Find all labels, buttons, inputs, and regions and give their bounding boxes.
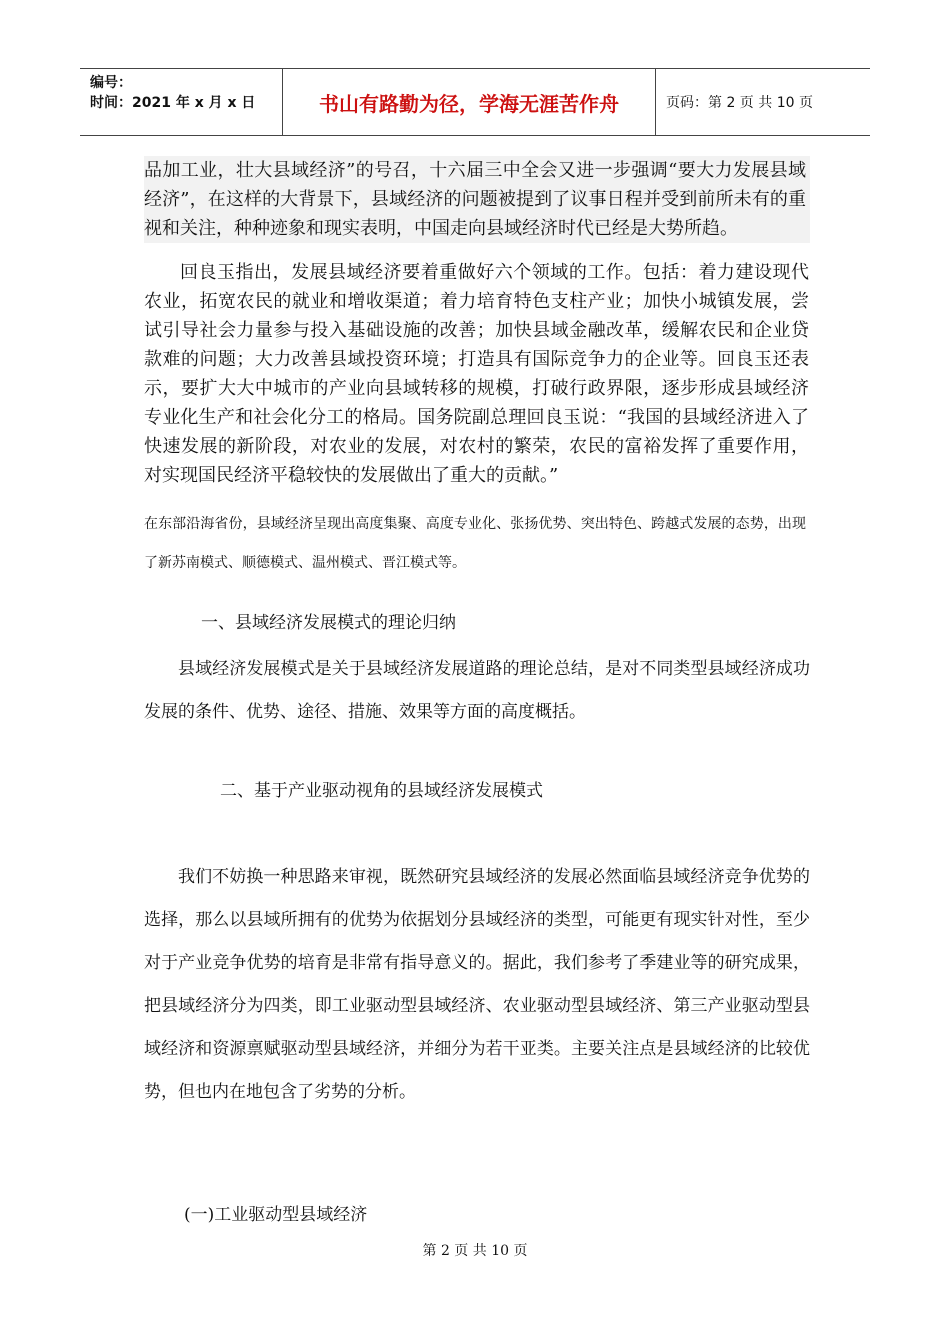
date-label: 时间：2021 年 x 月 x 日 [90,95,256,111]
header-motto: 书山有路勤为径，学海无涯苦作舟 [283,69,656,135]
subsection-heading-1: (一)工业驱动型县域经济 [184,1205,368,1225]
section-heading-2: 二、基于产业驱动视角的县域经济发展模式 [220,781,543,801]
section-heading-1: 一、县域经济发展模式的理论归纳 [201,613,456,633]
paragraph-5: 我们不妨换一种思路来审视，既然研究县域经济的发展必然面临县域经济竞争优势的选择，那么以县域所拥有的优势为依据划分县域经济的类型，可能更有现实针对性，至少对于产业竞争优势的培育是非常有指导意义的。据此，我们参考了季建业等的研究成果，把县域经济分为四类，即工业驱动型县域经济、农业驱动型县域经济、第三产业驱动型县域经济和资源禀赋驱动型县域经济，并细分为若干亚类。主要关注点是县域经济的比较优势，但也内在地包含了劣势的分析。 [144,867,810,1102]
paragraph-2: 回良玉指出，发展县域经济要着重做好六个领域的工作。包括：着力建设现代农业，拓宽农民的就业和增收渠道；着力培育特色支柱产业；加快小城镇发展，尝试引导社会力量参与投入基础设施的改善；加快县域金融改革，缓解农民和企业贷款难的问题；大力改善县域投资环境；打造具有国际竞争力的企业等。回良玉还表示，要扩大大中城市的产业向县域转移的规模，打破行政界限，逐步形成县域经济专业化生产和社会化分工的格局。国务院副总理回良玉说：“我国的县域经济进入了快速发展的新阶段，对农业的发展，对农村的繁荣，农民的富裕发挥了重要作用，对实现国民经济平稳较快的发展做出了重大的贡献。” [144,262,809,486]
paragraph-3: 在东部沿海省份，县域经济呈现出高度集聚、高度专业化、张扬优势、突出特色、跨越式发展的态势，出现了新苏南模式、顺德模式、温州模式、晋江模式等。 [144,516,806,571]
header-page-info: 页码：第 2 页 共 10 页 [666,95,813,111]
page-footer: 第 2 页 共 10 页 [422,1243,528,1259]
doc-number-label: 编号： [90,75,132,91]
paragraph-4: 县域经济发展模式是关于县域经济发展道路的理论总结，是对不同类型县域经济成功发展的条件、优势、途径、措施、效果等方面的高度概括。 [144,659,810,722]
paragraph-1: 品加工业，壮大县域经济”的号召，十六届三中全会又进一步强调“要大力发展县域经济”，在这样的大背景下，县域经济的问题被提到了议事日程并受到前所未有的重视和关注，种种迹象和现实表明，中国走向县域经济时代已经是大势所趋。 [144,156,810,243]
header-meta [80,69,283,135]
page-header [80,68,870,136]
